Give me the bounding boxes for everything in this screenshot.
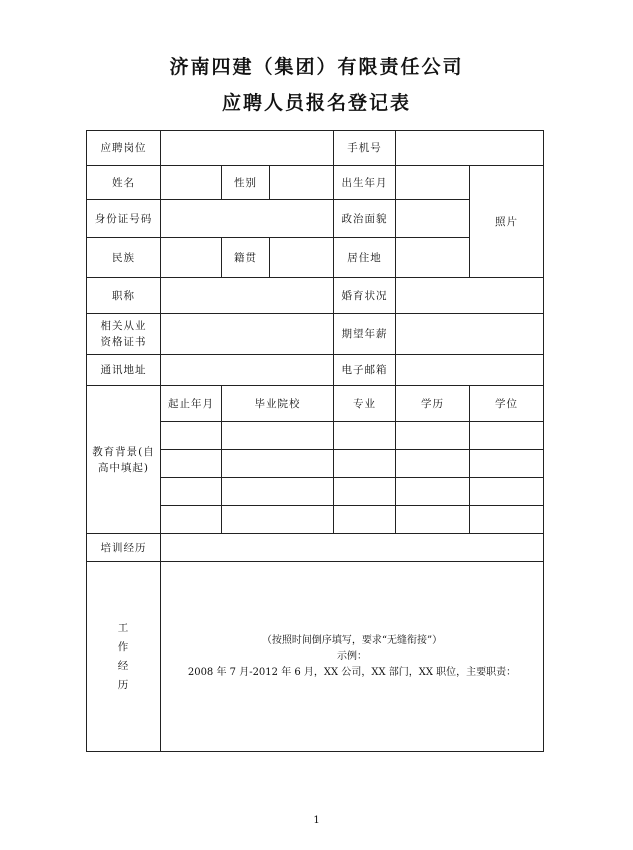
certificate-label-line2: 资格证书	[100, 336, 147, 348]
row-work	[87, 562, 544, 752]
email-label: 电子邮箱	[334, 355, 396, 386]
education-label	[87, 386, 161, 534]
edu-period-cell[interactable]	[161, 478, 222, 506]
edu-school-cell[interactable]	[222, 478, 334, 506]
row-training	[87, 534, 544, 562]
edu-period-cell[interactable]	[161, 450, 222, 478]
row-position	[87, 131, 544, 166]
edu-school-cell[interactable]	[222, 506, 334, 534]
birth-label: 出生年月	[334, 166, 396, 200]
ethnicity-label: 民族	[87, 238, 161, 278]
residence-label: 居住地	[334, 238, 396, 278]
phone-label: 手机号	[334, 131, 396, 166]
edu-degree-cell[interactable]	[470, 478, 544, 506]
gender-field[interactable]	[270, 166, 334, 200]
edu-degree-cell[interactable]	[470, 506, 544, 534]
row-education-header	[87, 386, 544, 422]
certificate-label	[87, 314, 161, 355]
edu-major-cell[interactable]	[334, 506, 396, 534]
edu-major-cell[interactable]	[334, 450, 396, 478]
work-label-char: 经	[117, 659, 130, 672]
title-field[interactable]	[161, 278, 334, 314]
edu-period-header: 起止年月	[161, 386, 222, 422]
certificate-label-line1: 相关从业	[100, 320, 147, 332]
education-label-line1: 教育背景(自	[92, 445, 155, 458]
work-label-char: 历	[117, 678, 130, 691]
political-field[interactable]	[396, 200, 470, 238]
page-number: 1	[313, 815, 320, 826]
company-title: 济南四建（集团）有限责任公司	[169, 56, 464, 78]
edu-school-cell[interactable]	[222, 422, 334, 450]
id-number-field[interactable]	[161, 200, 334, 238]
marital-field[interactable]	[396, 278, 544, 314]
gender-label: 性别	[222, 166, 270, 200]
work-label-char: 工	[117, 621, 130, 634]
row-title	[87, 278, 544, 314]
address-label: 通讯地址	[87, 355, 161, 386]
edu-school-header: 毕业院校	[222, 386, 334, 422]
salary-label: 期望年薪	[334, 314, 396, 355]
edu-major-cell[interactable]	[334, 478, 396, 506]
edu-period-cell[interactable]	[161, 506, 222, 534]
residence-field[interactable]	[396, 238, 470, 278]
education-label-line2: 高中填起)	[97, 461, 150, 474]
work-experience-field[interactable]	[161, 562, 544, 752]
native-place-field[interactable]	[270, 238, 334, 278]
email-field[interactable]	[396, 355, 544, 386]
work-experience-label	[87, 562, 161, 752]
registration-form	[86, 130, 544, 752]
position-field[interactable]	[161, 131, 334, 166]
edu-degree-level-cell[interactable]	[396, 506, 470, 534]
edu-major-cell[interactable]	[334, 422, 396, 450]
work-label-char: 作	[117, 640, 130, 653]
training-field[interactable]	[161, 534, 544, 562]
birth-field[interactable]	[396, 166, 470, 200]
edu-degree-level-cell[interactable]	[396, 450, 470, 478]
edu-degree-level-header: 学历	[396, 386, 470, 422]
form-title: 应聘人员报名登记表	[221, 92, 411, 114]
political-label: 政治面貌	[334, 200, 396, 238]
edu-degree-cell[interactable]	[470, 422, 544, 450]
edu-degree-level-cell[interactable]	[396, 478, 470, 506]
salary-field[interactable]	[396, 314, 544, 355]
work-example-text: 2008 年 7 月-2012 年 6 月，XX 公司，XX 部门，XX 职位，主要职责：	[187, 666, 517, 678]
address-field[interactable]	[161, 355, 334, 386]
edu-school-cell[interactable]	[222, 450, 334, 478]
name-field[interactable]	[161, 166, 222, 200]
work-instruction: （按照时间倒序填写，要求“无缝衔接”）	[261, 634, 443, 646]
edu-major-header: 专业	[334, 386, 396, 422]
edu-degree-cell[interactable]	[470, 450, 544, 478]
title-label: 职称	[87, 278, 161, 314]
name-label: 姓名	[87, 166, 161, 200]
native-place-label: 籍贯	[222, 238, 270, 278]
phone-field[interactable]	[396, 131, 544, 166]
edu-degree-level-cell[interactable]	[396, 422, 470, 450]
row-name	[87, 166, 544, 200]
work-example-label: 示例：	[337, 650, 367, 662]
position-label: 应聘岗位	[87, 131, 161, 166]
ethnicity-field[interactable]	[161, 238, 222, 278]
photo-box[interactable]: 照片	[470, 166, 544, 278]
row-certificate	[87, 314, 544, 355]
edu-degree-header: 学位	[470, 386, 544, 422]
certificate-field[interactable]	[161, 314, 334, 355]
edu-period-cell[interactable]	[161, 422, 222, 450]
row-address	[87, 355, 544, 386]
training-label: 培训经历	[87, 534, 161, 562]
marital-label: 婚育状况	[334, 278, 396, 314]
id-number-label: 身份证号码	[87, 200, 161, 238]
